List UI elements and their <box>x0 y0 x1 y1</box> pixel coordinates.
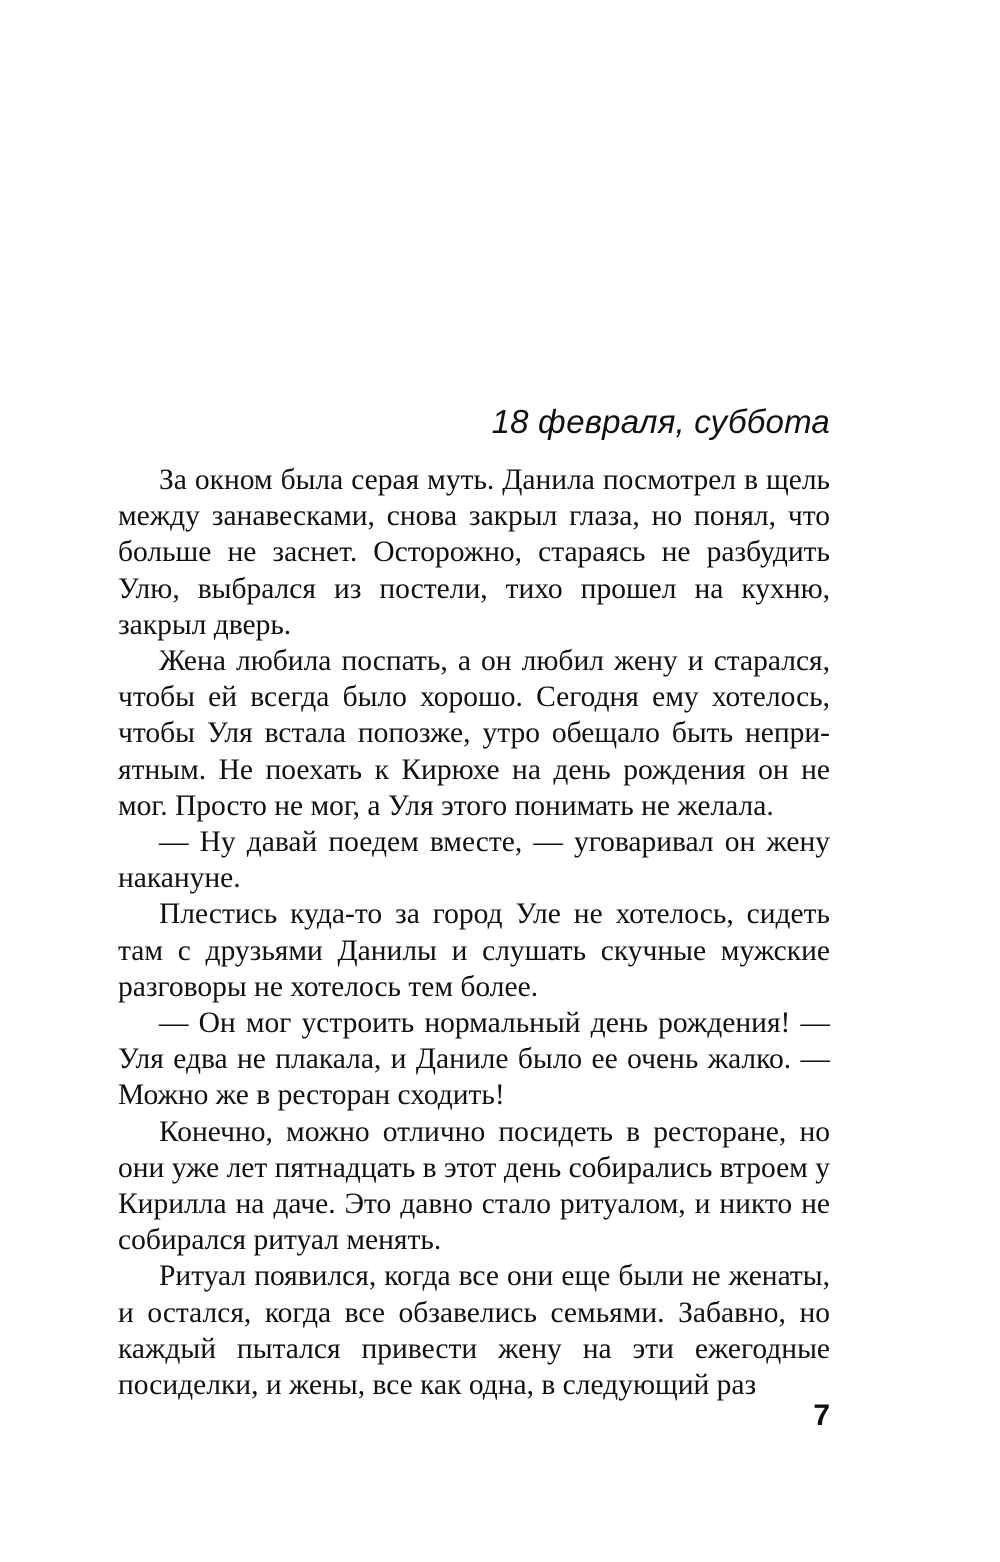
paragraph: — Он мог устроить нормальный день рождения! — Уля едва не плакала, и Даниле было ее очень жалко. — Можно же в ресторан сходить! <box>118 1007 830 1112</box>
paragraph: Плестись куда-то за город Уле не хотелось, сидеть там с друзьями Данилы и слушать скучные мужские разговоры не хотелось тем более. <box>118 898 830 1003</box>
paragraph: Жена любила поспать, а он любил жену и старался, чтобы ей всегда было хорошо. Сегодня ему хотелось, чтобы Уля встала попозже, утро обещало быть неприятным. Не поехать к Кирюхе на день рождения он не мог. Просто не мог, а Уля этого понимать не желала. <box>118 645 830 822</box>
body-text <box>118 462 830 1403</box>
paragraph: Ритуал появился, когда все они еще были не женаты, и остался, когда все обзавелись семьями. Забавно, но каждый пытался привести жену на эти ежегодные посиделки, и жены, все как одна, в следующий раз <box>118 1260 830 1402</box>
page-number: 7 <box>813 1399 830 1432</box>
date-heading: 18 февраля, суббота <box>491 403 830 440</box>
paragraph: Конечно, можно отлично посидеть в ресторане, но они уже лет пятнадцать в этот день собирались втроем у Кирилла на даче. Это давно стало ритуалом, и никто не собирался ритуал менять. <box>118 1115 830 1257</box>
paragraph: — Ну давай поедем вместе, — уговаривал он жену накануне. <box>118 826 830 895</box>
paragraph: За окном была серая муть. Данила посмотрел в щель между занавесками, снова закрыл глаза, но понял, что больше не заснет. Осторожно, стараясь не разбудить Улю, выбрался из постели, тихо прошел на кухню, закрыл дверь. <box>118 464 830 641</box>
